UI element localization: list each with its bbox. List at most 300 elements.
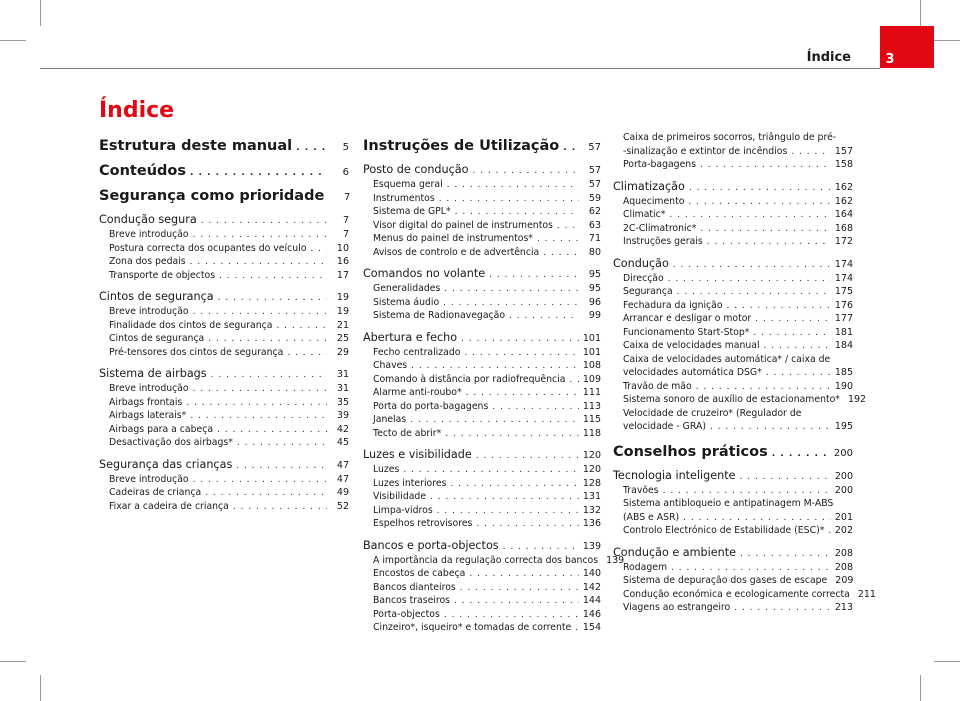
toc-entry-title: Rodagem <box>623 561 668 573</box>
toc-entry-line: Caixa de primeiros socorros, triângulo de pré- <box>623 132 837 143</box>
toc-column-2 <box>363 138 625 636</box>
toc-leader-dots <box>469 569 579 579</box>
toc-leader-dots <box>310 244 327 254</box>
toc-entry-page: 192 <box>847 394 867 405</box>
toc-entry-title: Avisos de controlo e de advertência <box>373 246 540 258</box>
crop-mark <box>40 0 41 26</box>
toc-entry-page: 195 <box>834 421 853 432</box>
toc-entry-title: Bancos dianteiros <box>373 581 456 593</box>
toc-leader-dots <box>411 361 579 371</box>
toc-entry[interactable] <box>613 223 853 237</box>
toc-entry[interactable] <box>363 347 601 361</box>
toc-leader-dots <box>211 370 327 380</box>
toc-entry-page: 52 <box>336 500 349 512</box>
toc-entry-title: Menus do painel de instrumentos* <box>373 233 533 244</box>
toc-leader-dots <box>563 143 579 153</box>
toc-entry-title: Viagens ao estrangeiro <box>623 602 731 613</box>
toc-entry-page: 96 <box>588 296 601 308</box>
toc-entry[interactable] <box>363 360 601 374</box>
toc-leader-dots <box>464 348 578 358</box>
toc-entry[interactable] <box>613 394 867 408</box>
toc-entry-title: Travão de mão <box>623 380 692 392</box>
toc-leader-dots <box>727 301 831 311</box>
toc-entry[interactable] <box>99 437 349 451</box>
toc-leader-dots <box>287 348 327 358</box>
header-title: Índice <box>806 50 851 65</box>
toc-entry[interactable] <box>363 554 625 569</box>
toc-entry[interactable] <box>363 401 601 415</box>
toc-entry-page: 80 <box>588 246 601 258</box>
toc-entry-page: 142 <box>582 581 601 593</box>
toc-chapter[interactable] <box>99 138 349 154</box>
toc-leader-dots <box>764 341 831 351</box>
toc-leader-dots <box>460 583 579 593</box>
toc-entry[interactable] <box>613 485 853 499</box>
toc-entry-page: 6 <box>342 167 349 178</box>
toc-entry-title: Climatização <box>613 179 685 193</box>
toc-entry[interactable] <box>363 310 601 324</box>
toc-entry[interactable] <box>99 347 349 361</box>
toc-leader-dots <box>755 314 831 324</box>
toc-entry[interactable] <box>99 474 349 488</box>
toc-section[interactable] <box>99 458 349 474</box>
toc-entry[interactable] <box>363 428 601 442</box>
toc-entry-page: 200 <box>834 484 853 496</box>
toc-entry[interactable] <box>613 381 853 395</box>
toc-entry-title: Visor digital do painel de instrumentos <box>373 219 553 231</box>
toc-leader-dots <box>753 328 830 338</box>
toc-entry-page: 25 <box>336 333 349 344</box>
toc-entry-page: 57 <box>588 142 601 153</box>
toc-entry[interactable] <box>363 568 601 582</box>
toc-entry-page: 154 <box>582 622 601 633</box>
toc-entry-line: Caixa de velocidades automática* / caixa de <box>623 353 831 365</box>
toc-entry-title: Limpa-vidros <box>373 504 433 516</box>
toc-entry[interactable] <box>99 320 349 334</box>
toc-entry[interactable] <box>99 424 349 438</box>
toc-entry-page: 164 <box>834 209 853 220</box>
toc-leader-dots <box>403 465 579 475</box>
toc-leader-dots <box>492 402 579 412</box>
toc-entry-page: 7 <box>343 192 351 203</box>
toc-entry-page: 200 <box>834 470 853 482</box>
toc-leader-dots <box>276 321 327 331</box>
toc-leader-dots <box>700 160 831 170</box>
toc-leader-dots <box>236 461 327 471</box>
toc-entry[interactable] <box>363 387 601 401</box>
toc-entry-title: Cadeiras de criança <box>109 487 202 498</box>
toc-leader-dots <box>447 180 579 190</box>
toc-entry[interactable] <box>613 421 853 435</box>
toc-entry-title: Funcionamento Start-Stop* <box>623 326 750 338</box>
toc-leader-dots <box>509 311 579 321</box>
toc-entry[interactable] <box>363 247 601 261</box>
toc-entry-page: 7 <box>342 215 349 226</box>
toc-leader-dots <box>828 526 831 536</box>
toc-leader-dots <box>443 298 579 308</box>
toc-entry-title: Condução e ambiente <box>613 545 736 559</box>
toc-entry-page: 62 <box>588 206 601 217</box>
toc-entry[interactable] <box>99 383 349 397</box>
toc-entry[interactable] <box>613 286 853 300</box>
toc-entry-page: 49 <box>336 487 349 498</box>
toc-leader-dots <box>445 429 579 439</box>
toc-leader-dots <box>683 513 831 523</box>
toc-leader-dots <box>190 257 327 267</box>
toc-entry-page: 16 <box>336 256 349 267</box>
toc-entry-page: 42 <box>336 423 349 435</box>
toc-entry[interactable] <box>613 525 853 539</box>
toc-leader-dots <box>208 334 327 344</box>
toc-entry-title: -sinalização e extintor de incêndios <box>623 145 788 157</box>
toc-entry-line: Sistema antibloqueio e antipatinagem M-ABS <box>623 498 834 509</box>
toc-entry-page: 185 <box>834 367 853 378</box>
toc-entry-title: Luzes e visibilidade <box>363 448 472 461</box>
toc-leader-dots <box>190 168 327 178</box>
toc-entry[interactable] <box>613 562 853 576</box>
toc-leader-dots <box>455 207 579 217</box>
toc-entry[interactable] <box>363 609 601 623</box>
page-title: Índice <box>99 98 175 123</box>
toc-entry-title: Cintos de segurança <box>99 290 214 303</box>
toc-entry-title: Fixar a cadeira de criança <box>109 500 229 512</box>
toc-entry[interactable] <box>613 146 853 160</box>
toc-entry[interactable] <box>613 602 853 616</box>
toc-entry-title: Janelas <box>373 414 407 425</box>
toc-entry-title: Porta-bagagens <box>623 159 697 170</box>
toc-leader-dots <box>439 194 579 204</box>
toc-entry-title: (ABS e ASR) <box>623 511 680 523</box>
toc-leader-dots <box>671 563 831 573</box>
toc-entry-page: 19 <box>336 306 349 317</box>
toc-leader-dots <box>444 284 579 294</box>
toc-leader-dots <box>190 411 327 421</box>
toc-entry-title: Breve introdução <box>109 473 189 485</box>
toc-entry[interactable] <box>363 505 601 519</box>
toc-entry[interactable] <box>99 270 349 284</box>
toc-entry-title: Breve introdução <box>109 383 189 394</box>
crop-mark <box>0 661 26 662</box>
toc-entry-title: Bancos e porta-objectos <box>363 538 499 552</box>
toc-entry-page: 158 <box>834 159 853 170</box>
crop-mark <box>920 0 921 26</box>
toc-entry[interactable] <box>613 340 853 354</box>
toc-entry-page: 190 <box>834 380 853 392</box>
toc-entry-page: 29 <box>336 346 349 358</box>
toc-entry[interactable] <box>613 588 876 603</box>
toc-entry-page: 209 <box>835 575 854 586</box>
toc-leader-dots <box>668 274 831 284</box>
crop-mark <box>40 675 41 701</box>
toc-entry-title: Conselhos práticos <box>613 443 768 460</box>
toc-leader-dots <box>673 260 831 270</box>
toc-entry-page: 132 <box>582 504 601 516</box>
toc-entry-title: Instruções de Utilização <box>363 138 560 154</box>
toc-entry-title: Finalidade dos cintos de segurança <box>109 319 273 331</box>
toc-leader-dots <box>437 506 579 516</box>
toc-entry-title: Espelhos retrovisores <box>373 518 473 529</box>
toc-section[interactable] <box>363 331 601 347</box>
toc-leader-dots <box>450 479 578 489</box>
toc-chapter[interactable] <box>363 138 601 154</box>
toc-section[interactable] <box>613 469 853 485</box>
toc-entry-page: 181 <box>834 326 853 338</box>
toc-leader-dots <box>766 368 831 378</box>
toc-entry-title: Breve introdução <box>109 306 189 317</box>
toc-leader-dots <box>476 519 578 529</box>
toc-entry-page: 200 <box>833 447 853 459</box>
toc-leader-dots <box>476 451 579 461</box>
toc-section[interactable] <box>99 290 349 306</box>
toc-section[interactable] <box>363 448 601 464</box>
toc-entry[interactable] <box>613 327 853 341</box>
toc-leader-dots <box>296 143 327 153</box>
toc-entry-page: 31 <box>336 369 349 380</box>
toc-entry[interactable] <box>613 300 853 314</box>
toc-entry-page: 174 <box>834 272 853 284</box>
toc-leader-dots <box>688 197 830 207</box>
toc-entry[interactable] <box>613 313 853 327</box>
toc-leader-dots <box>219 271 327 281</box>
toc-entry-title: Instruções gerais <box>623 236 703 247</box>
toc-entry-title: Condução segura <box>99 213 197 226</box>
toc-entry-title: Estrutura deste manual <box>99 138 293 154</box>
toc-entry[interactable] <box>363 297 601 311</box>
toc-entry[interactable] <box>613 159 853 173</box>
toc-entry[interactable] <box>99 306 349 320</box>
toc-entry[interactable] <box>99 333 349 347</box>
toc-entry-title: Luzes <box>373 464 400 475</box>
toc-leader-dots <box>461 334 579 344</box>
toc-entry[interactable] <box>613 512 853 526</box>
toc-entry-title: velocidades automática DSG* <box>623 367 762 378</box>
toc-entry[interactable] <box>99 243 349 257</box>
toc-leader-dots <box>740 472 831 482</box>
toc-entry-title: Arrancar e desligar o motor <box>623 313 752 324</box>
toc-entry-title: Luzes interiores <box>373 477 447 489</box>
toc-leader-dots <box>700 224 831 234</box>
toc-leader-dots <box>410 415 579 425</box>
toc-entry[interactable] <box>613 209 853 223</box>
toc-leader-dots <box>696 382 831 392</box>
toc-entry-page: 115 <box>582 414 601 425</box>
toc-entry-page: 139 <box>582 540 601 552</box>
toc-entry-page: 174 <box>834 258 853 270</box>
toc-chapter[interactable] <box>99 163 349 179</box>
toc-entry-title: Aquecimento <box>623 195 685 207</box>
toc-leader-dots <box>193 307 327 317</box>
toc-entry-page: 7 <box>342 229 349 240</box>
toc-leader-dots <box>734 603 831 613</box>
toc-entry[interactable] <box>363 622 601 636</box>
toc-entry-title: Encostos de cabeça <box>373 568 466 579</box>
toc-entry-title: Segurança <box>623 286 673 297</box>
toc-leader-dots <box>791 147 831 157</box>
toc-leader-dots <box>193 384 327 394</box>
toc-entry-title: Porta do porta-bagagens <box>373 400 489 412</box>
crop-mark <box>934 661 960 662</box>
toc-entry-page: 120 <box>582 450 601 461</box>
toc-entry-page: 5 <box>342 142 349 153</box>
toc-leader-dots <box>543 248 579 258</box>
toc-leader-dots <box>193 475 327 485</box>
toc-entry[interactable] <box>613 236 853 250</box>
toc-entry-page: 95 <box>588 283 601 294</box>
toc-leader-dots <box>489 270 579 280</box>
toc-entry-title: Visibilidade <box>373 491 427 502</box>
toc-entry-title: Zona dos pedais <box>109 256 186 267</box>
toc-entry[interactable] <box>363 491 601 505</box>
toc-entry[interactable] <box>613 575 853 589</box>
toc-entry[interactable] <box>363 179 601 193</box>
toc-entry-title: Sistema de GPL* <box>373 206 451 217</box>
toc-chapter[interactable] <box>613 444 853 460</box>
toc-entry[interactable] <box>363 414 601 428</box>
toc-entry-title: Sistema sonoro de auxílio de estacionamento* <box>623 394 840 405</box>
toc-leader-dots <box>575 623 579 633</box>
toc-entry-page: 139 <box>606 554 625 566</box>
toc-entry-title: Desactivação dos airbags* <box>109 437 233 448</box>
toc-entry-title: Comandos no volante <box>363 267 486 280</box>
toc-entry-page: 45 <box>336 437 349 448</box>
toc-entry-title: Travões <box>623 484 659 496</box>
toc-entry[interactable] <box>99 501 349 515</box>
toc-leader-dots <box>537 234 579 244</box>
toc-entry-title: velocidade - GRA) <box>623 421 706 432</box>
toc-entry[interactable] <box>99 487 349 501</box>
toc-entry-page: 39 <box>336 410 349 421</box>
toc-section[interactable] <box>613 180 853 196</box>
toc-column-3 <box>613 132 876 616</box>
toc-leader-dots <box>663 486 831 496</box>
toc-entry-title: Tecnologia inteligente <box>613 468 736 482</box>
toc-entry[interactable] <box>363 478 601 492</box>
toc-entry-page: 108 <box>582 360 601 371</box>
toc-section[interactable] <box>613 257 853 273</box>
toc-entry-page: 19 <box>336 292 349 303</box>
toc-entry-page: 120 <box>582 464 601 475</box>
toc-chapter[interactable] <box>99 188 349 204</box>
toc-entry-page: 176 <box>834 299 853 311</box>
toc-leader-dots <box>710 422 831 432</box>
toc-entry-title: Sistema de Radionavegação <box>373 310 506 321</box>
crop-mark <box>920 675 921 701</box>
toc-entry-title: Airbags laterais* <box>109 410 187 421</box>
toc-entry-title: Climatic* <box>623 209 666 220</box>
toc-section[interactable] <box>99 367 349 383</box>
toc-entry[interactable] <box>363 233 601 247</box>
toc-entry-page: 113 <box>582 400 601 412</box>
toc-section[interactable] <box>363 163 601 179</box>
toc-entry-title: Condução <box>613 256 669 270</box>
toc-entry-page: 177 <box>834 313 853 324</box>
toc-entry-page: 35 <box>336 396 349 408</box>
toc-entry-page: 118 <box>582 427 601 439</box>
toc-section[interactable] <box>99 213 349 229</box>
toc-entry-page: 157 <box>834 145 853 157</box>
toc-entry[interactable] <box>99 397 349 411</box>
toc-leader-dots <box>677 287 831 297</box>
toc-entry-page: 172 <box>834 236 853 247</box>
toc-entry-page: 202 <box>834 525 853 536</box>
toc-entry-page: 162 <box>834 181 853 193</box>
toc-entry-title: Alarme anti-roubo* <box>373 387 462 398</box>
toc-section[interactable] <box>613 546 853 562</box>
toc-leader-dots <box>466 388 579 398</box>
toc-entry-page: 57 <box>588 165 601 176</box>
toc-entry[interactable] <box>99 256 349 270</box>
toc-entry-title: Postura correcta dos ocupantes do veículo <box>109 242 307 254</box>
toc-entry[interactable] <box>613 196 853 210</box>
toc-entry[interactable] <box>363 206 601 220</box>
toc-leader-dots <box>689 183 831 193</box>
toc-entry[interactable] <box>363 220 601 234</box>
toc-entry-title: Condução económica e ecologicamente correcta <box>623 588 850 600</box>
toc-leader-dots <box>557 221 579 231</box>
toc-entry-page: 136 <box>582 518 601 529</box>
toc-entry-title: Airbags para a cabeça <box>109 423 214 435</box>
toc-entry-page: 63 <box>588 219 601 231</box>
toc-entry[interactable] <box>99 229 349 243</box>
toc-entry-page: 208 <box>834 561 853 573</box>
toc-entry-title: Chaves <box>373 360 408 371</box>
toc-leader-dots <box>669 210 830 220</box>
toc-leader-dots <box>233 502 327 512</box>
toc-leader-dots <box>444 610 579 620</box>
toc-entry-page: 208 <box>834 547 853 559</box>
toc-entry-title: Breve introdução <box>109 229 189 240</box>
toc-leader-dots <box>740 549 831 559</box>
toc-entry-title: 2C-Climatronic* <box>623 222 697 234</box>
toc-entry-page: 175 <box>834 286 853 297</box>
toc-entry-title: Direcção <box>623 272 664 284</box>
toc-entry-title: Transporte de objectos <box>109 269 216 281</box>
toc-entry-title: Tecto de abrir* <box>373 427 442 439</box>
toc-entry[interactable] <box>613 273 853 287</box>
toc-entry-page: 59 <box>588 192 601 204</box>
toc-entry[interactable] <box>363 374 601 388</box>
toc-entry[interactable] <box>613 367 853 381</box>
toc-entry[interactable] <box>363 518 601 532</box>
toc-entry-title: Sistema de airbags <box>99 367 207 380</box>
toc-entry[interactable] <box>363 283 601 297</box>
toc-section[interactable] <box>363 267 601 283</box>
toc-entry-page: 109 <box>582 373 601 385</box>
toc-entry-title: Porta-objectos <box>373 608 440 620</box>
toc-entry[interactable] <box>99 410 349 424</box>
toc-entry-page: 99 <box>588 310 601 321</box>
toc-entry-page: 95 <box>588 269 601 280</box>
toc-entry-page: 17 <box>336 269 349 281</box>
toc-entry[interactable] <box>363 582 601 596</box>
toc-entry[interactable] <box>363 464 601 478</box>
toc-leader-dots <box>193 230 327 240</box>
toc-entry-line: Velocidade de cruzeiro* (Regulador de <box>623 407 802 419</box>
header-rule <box>40 68 880 69</box>
toc-entry-page: 111 <box>582 387 601 398</box>
toc-section[interactable] <box>363 539 601 555</box>
toc-entry[interactable] <box>363 595 601 609</box>
toc-leader-dots <box>186 398 327 408</box>
toc-entry-page: 31 <box>336 383 349 394</box>
toc-entry[interactable] <box>363 193 601 207</box>
toc-leader-dots <box>707 237 831 247</box>
toc-entry-page: 201 <box>834 511 853 523</box>
toc-entry-page: 101 <box>582 346 601 358</box>
toc-entry-title: Generalidades <box>373 283 441 294</box>
toc-entry-page: 10 <box>336 242 349 254</box>
toc-leader-dots <box>218 293 327 303</box>
